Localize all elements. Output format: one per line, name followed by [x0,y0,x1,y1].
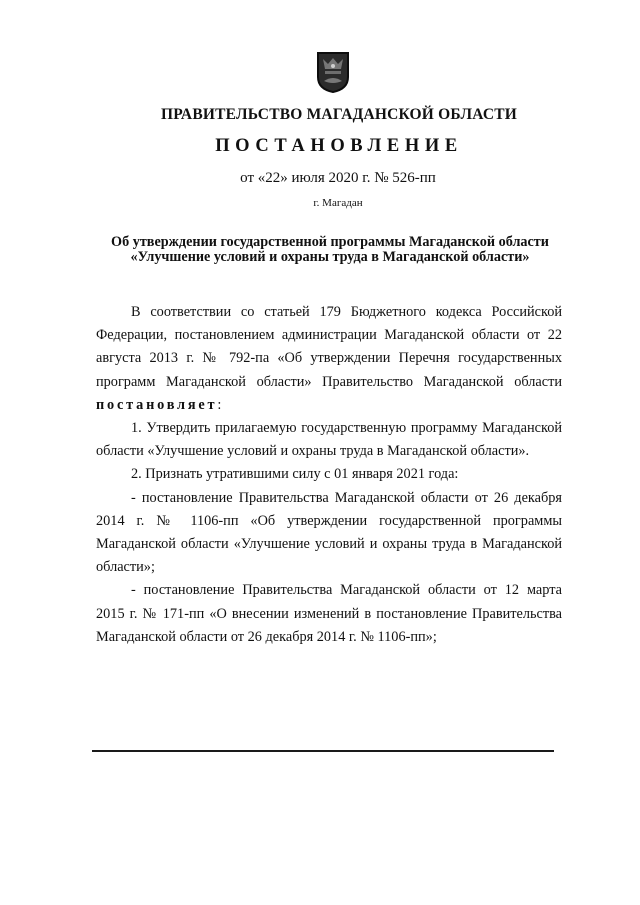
page-bottom-rule [92,750,554,752]
document-body [96,301,562,649]
document-date-number: от «22» июля 2020 г. № 526-пп [240,170,436,186]
document-title-line-1: Об утверждении государственной программы Магаданской области [111,234,549,250]
document-title [95,235,565,265]
preamble-paragraph [96,301,562,417]
preamble-text: В соответствии со статьей 179 Бюджетного кодекса Российской Федерации, постановлением администрации Магаданской области от 22 августа 2013 г. № 792-па «Об утверждении Перечня государственных программ Магаданской области» Правительство Магаданской области [96,304,562,390]
magadan-coat-of-arms-icon [316,51,350,93]
item-1-paragraph: 1. Утвердить прилагаемую государственную программу Магаданской области «Улучшение условий и охраны труда в Магаданской области». [96,420,562,460]
item-2-paragraph: 2. Признать утратившими силу с 01 января 2021 года: [131,466,459,483]
repealed-act-1-paragraph: - постановление Правительства Магаданской области от 26 декабря 2014 г. № 1106-пп «Об утверждении государственной программы Магаданской области «Улучшение условий и охраны труда в Магаданской области»; [96,489,562,576]
decides-colon: : [217,396,222,413]
document-type: ПОСТАНОВЛЕНИЕ [215,136,463,156]
organization-name: ПРАВИТЕЛЬСТВО МАГАДАНСКОЙ ОБЛАСТИ [160,106,518,123]
document-city: г. Магадан [313,197,363,209]
repealed-act-2-paragraph: - постановление Правительства Магаданской области от 12 марта 2015 г. № 171-пп «О внесении изменений в постановление Правительства Магаданской области от 26 декабря 2014 г. № 1106-пп»; [96,582,562,645]
decides-word: постановляет [96,396,218,413]
document-title-line-2: «Улучшение условий и охраны труда в Магаданской области» [130,249,530,265]
